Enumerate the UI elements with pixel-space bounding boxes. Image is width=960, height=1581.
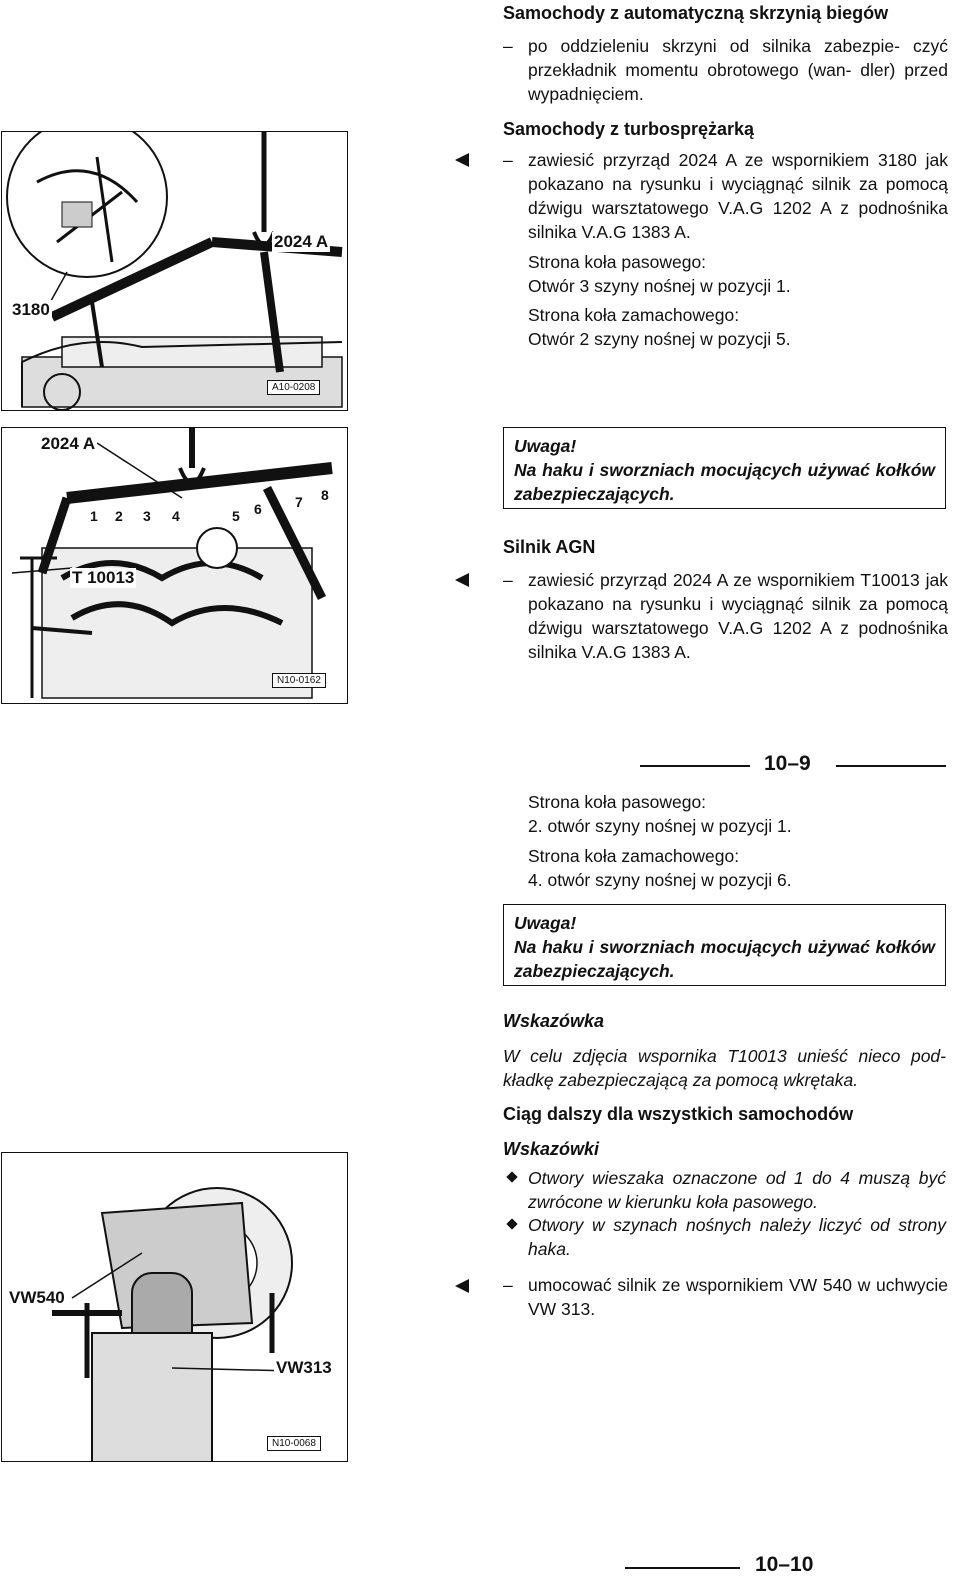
hints-heading: Wskazówki: [503, 1139, 600, 1159]
instruction-item: [503, 34, 948, 106]
bullet-diamond-icon: [506, 1218, 517, 1229]
position-line: Otwór 2 szyny nośnej w pozycji 5.: [528, 329, 791, 349]
position-line: Strona koła pasowego:: [528, 252, 707, 272]
section-heading-turbo: Samochody z turbosprężarką: [503, 119, 755, 139]
note-title: Uwaga!: [514, 913, 577, 933]
hole-position-label: 7: [295, 494, 303, 510]
engine-lift-illustration: [2, 132, 348, 411]
hole-position-label: 8: [321, 487, 329, 503]
warning-note: [503, 904, 946, 986]
figure-pointer-icon: [455, 1279, 469, 1293]
dash-marker: –: [503, 150, 513, 170]
warning-note: [503, 427, 946, 509]
tool-label: VW540: [9, 1288, 65, 1307]
instruction-item: [503, 148, 948, 244]
hint-text: W celu zdjęcia wspornika T10013 unieść nieco pod- kładkę zabezpieczającą za pomocą wkrętaka.: [503, 1046, 946, 1090]
position-line: Strona koła pasowego:: [528, 792, 707, 812]
page-rule: [625, 1567, 740, 1569]
instruction-text: zawiesić przyrząd 2024 A ze wspornikiem 3180 jak pokazano na rysunku i wyciągnąć silnik za pomocą dźwigu warsztatowego V.A.G 1202 A z podnośnika silnika V.A.G 1383 A.: [528, 150, 948, 242]
figure-engine-mount: [1, 1152, 348, 1462]
instruction-text: po oddzieleniu skrzyni od silnika zabezpie- czyć przekładnik momentu obrotowego (wan- dler) przed wypadnięciem.: [528, 36, 948, 104]
hint-bullet: Otwory w szynach nośnych należy liczyć od strony haka.: [528, 1215, 946, 1259]
engine-lift-illustration: [2, 428, 348, 704]
page-number: 10–10: [755, 1553, 814, 1576]
figure-code: A10-0208: [267, 380, 320, 395]
tool-label: VW313: [276, 1358, 332, 1377]
instruction-item: [503, 568, 948, 664]
dash-marker: –: [503, 36, 513, 56]
note-text: Na haku i sworzniach mocujących używać kołków zabezpieczających.: [514, 460, 935, 504]
section-heading-automatic: Samochody z automatyczną skrzynią biegów: [503, 3, 889, 23]
figure-code: N10-0068: [267, 1436, 321, 1451]
section-heading-all: Ciąg dalszy dla wszystkich samochodów: [503, 1104, 854, 1124]
figure-code: N10-0162: [272, 673, 326, 688]
page-number: 10–9: [764, 752, 811, 775]
figure-pointer-icon: [455, 153, 469, 167]
tool-label: 3180: [12, 300, 50, 319]
position-line: Strona koła zamachowego:: [528, 846, 740, 866]
page-rule: [836, 765, 946, 767]
tool-label: 2024 A: [41, 434, 96, 453]
hint-bullet: Otwory wieszaka oznaczone od 1 do 4 muszą być zwrócone w kierunku koła pasowego.: [528, 1168, 946, 1212]
hole-position-label: 6: [254, 501, 262, 517]
tool-label: T 10013: [72, 568, 135, 587]
instruction-text: zawiesić przyrząd 2024 A ze wspornikiem T10013 jak pokazano na rysunku i wyciągnąć silnik za pomocą dźwigu warsztatowego V.A.G 1202 A z podnośnika silnika V.A.G 1383 A.: [528, 570, 948, 662]
position-line: Otwór 3 szyny nośnej w pozycji 1.: [528, 276, 791, 296]
position-line: Strona koła zamachowego:: [528, 305, 740, 325]
dash-marker: –: [503, 1275, 513, 1295]
position-line: 2. otwór szyny nośnej w pozycji 1.: [528, 816, 792, 836]
hole-position-label: 5: [232, 508, 240, 524]
note-text: Na haku i sworzniach mocujących używać kołków zabezpieczających.: [514, 937, 935, 981]
dash-marker: –: [503, 570, 513, 590]
instruction-text: umocować silnik ze wspornikiem VW 540 w uchwycie VW 313.: [528, 1275, 948, 1319]
hole-position-label: 4: [172, 508, 180, 524]
hole-position-label: 2: [115, 508, 123, 524]
tool-label: 2024 A: [274, 232, 329, 251]
hole-position-label: 1: [90, 508, 98, 524]
bullet-diamond-icon: [506, 1171, 517, 1182]
section-heading-agn: Silnik AGN: [503, 537, 596, 557]
instruction-item: [503, 1273, 948, 1321]
position-line: 4. otwór szyny nośnej w pozycji 6.: [528, 870, 792, 890]
page-rule: [640, 765, 750, 767]
hole-position-label: 3: [143, 508, 151, 524]
figure-agn-engine-lift: [1, 427, 348, 704]
note-title: Uwaga!: [514, 436, 577, 456]
hint-heading: Wskazówka: [503, 1011, 605, 1031]
figure-pointer-icon: [455, 573, 469, 587]
figure-turbo-engine-lift: [1, 131, 348, 411]
